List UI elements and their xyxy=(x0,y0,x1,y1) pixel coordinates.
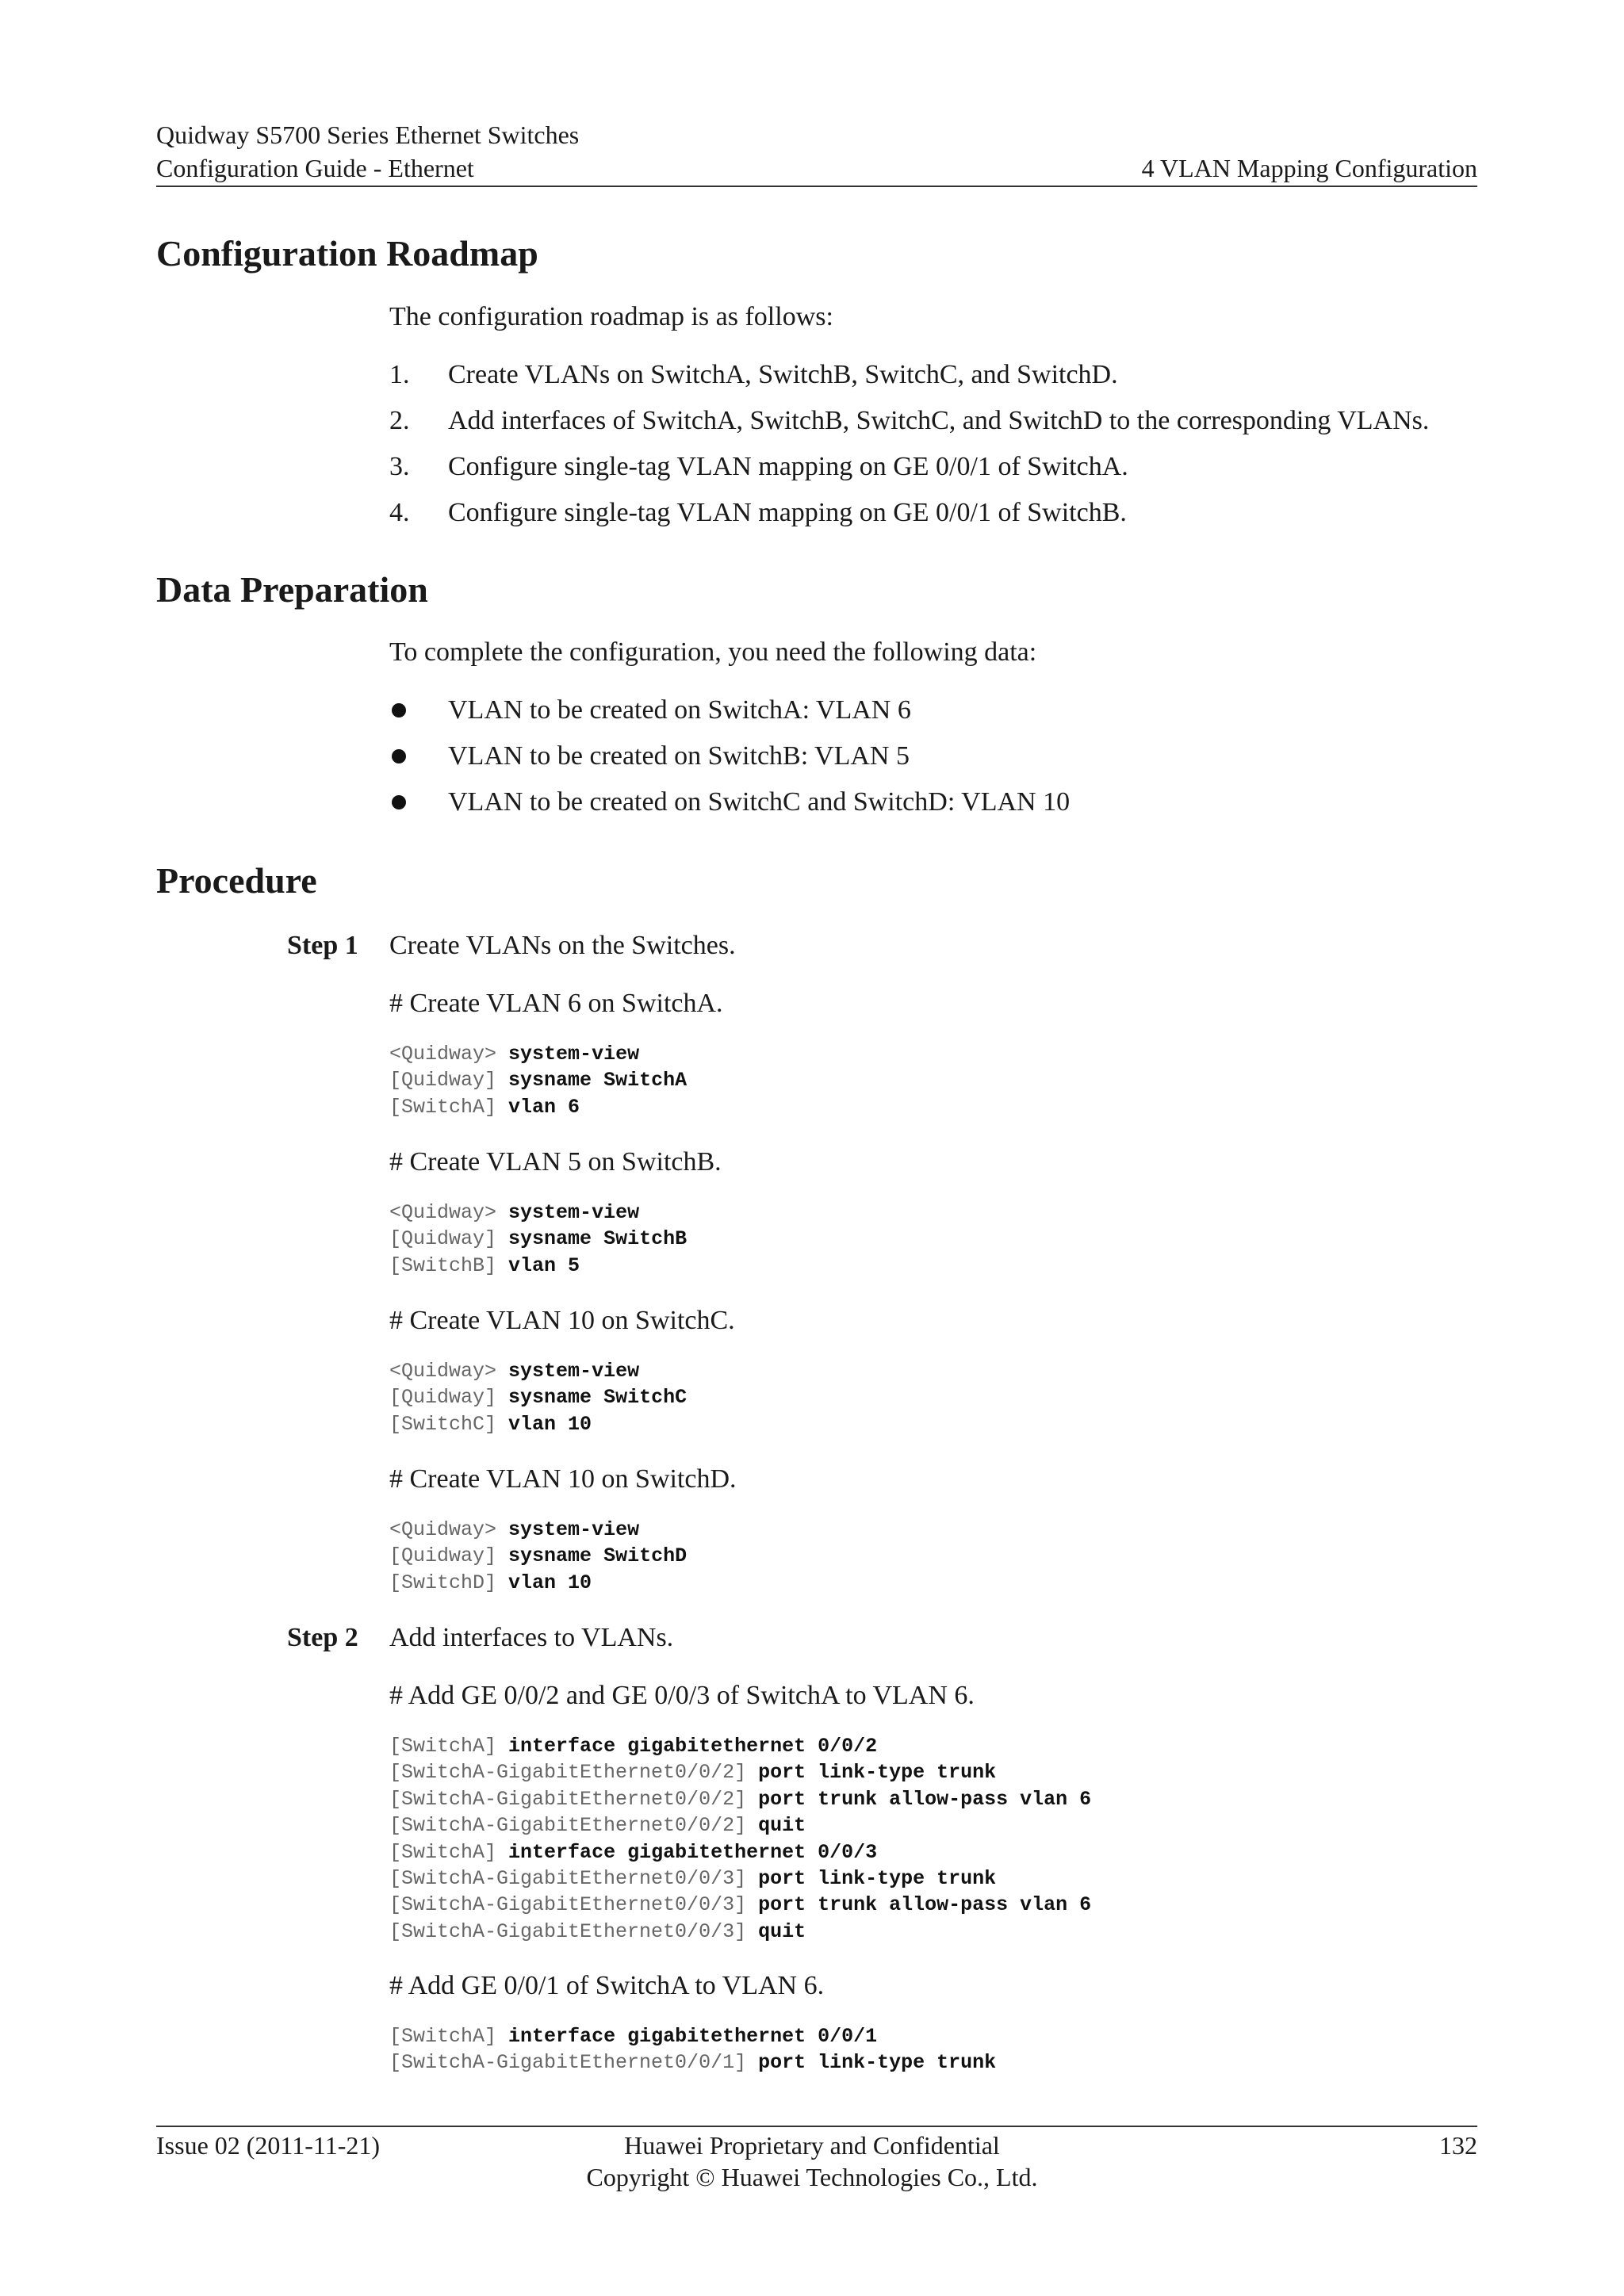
code-line xyxy=(389,1543,687,1569)
code-line xyxy=(389,1384,687,1410)
cli-command: sysname SwitchB xyxy=(508,1227,688,1251)
cli-command: quit xyxy=(758,1919,806,1943)
procedure-heading: Procedure xyxy=(156,860,317,901)
cli-prompt: [SwitchD] xyxy=(389,1571,497,1594)
cli-prompt: [SwitchA] xyxy=(389,2025,497,2048)
step-2-label: Step 2 xyxy=(287,1623,358,1652)
bullet-icon xyxy=(392,703,406,718)
code-line xyxy=(389,1892,1091,1918)
code-line xyxy=(389,1200,687,1226)
cli-prompt: [SwitchC] xyxy=(389,1412,497,1436)
data-item-text: VLAN to be created on SwitchB: VLAN 5 xyxy=(448,741,910,771)
cli-prompt: [SwitchA] xyxy=(389,1840,497,1864)
cli-command: system-view xyxy=(508,1360,640,1383)
code-line xyxy=(389,1041,687,1067)
cli-command: vlan 10 xyxy=(508,1571,592,1594)
data-preparation-intro: To complete the configuration, you need the following data: xyxy=(389,637,1037,667)
code-line xyxy=(389,1411,687,1437)
code-line xyxy=(389,1759,1091,1785)
step-2-comment-b: # Add GE 0/0/1 of SwitchA to VLAN 6. xyxy=(389,1971,825,2000)
header-product: Quidway S5700 Series Ethernet Switches xyxy=(156,121,580,149)
cli-prompt: <Quidway> xyxy=(389,1518,497,1541)
cli-command: interface gigabitethernet 0/0/3 xyxy=(508,1840,878,1864)
footer-divider xyxy=(156,2126,1477,2127)
cli-prompt: [SwitchA-GigabitEthernet0/0/2] xyxy=(389,1814,747,1838)
step-1-comment-b: # Create VLAN 5 on SwitchB. xyxy=(389,1147,722,1177)
cli-command: sysname SwitchA xyxy=(508,1069,688,1093)
code-line xyxy=(389,2023,996,2049)
step-1-comment-a: # Create VLAN 6 on SwitchA. xyxy=(389,989,723,1018)
cli-prompt: [SwitchA-GigabitEthernet0/0/2] xyxy=(389,1787,747,1811)
data-item-text: VLAN to be created on SwitchA: VLAN 6 xyxy=(448,695,911,725)
data-preparation-heading: Data Preparation xyxy=(156,569,428,610)
cli-prompt: <Quidway> xyxy=(389,1360,497,1383)
footer-confidential: Huawei Proprietary and Confidential xyxy=(624,2131,1000,2160)
cli-command: sysname SwitchC xyxy=(508,1386,688,1410)
cli-prompt: <Quidway> xyxy=(389,1043,497,1066)
header-row xyxy=(156,152,1477,184)
code-line xyxy=(389,1839,1091,1866)
roadmap-item-number: 4. xyxy=(389,498,410,527)
code-line xyxy=(389,1226,687,1252)
step-1-comment-d: # Create VLAN 10 on SwitchD. xyxy=(389,1464,737,1494)
code-line xyxy=(389,1866,1091,1892)
cli-prompt: [Quidway] xyxy=(389,1386,497,1410)
cli-prompt: [Quidway] xyxy=(389,1544,497,1568)
bullet-icon xyxy=(392,795,406,809)
cli-command: port trunk allow-pass vlan 6 xyxy=(758,1787,1092,1811)
roadmap-intro: The configuration roadmap is as follows: xyxy=(389,302,833,331)
cli-prompt: <Quidway> xyxy=(389,1201,497,1224)
cli-prompt: [Quidway] xyxy=(389,1227,497,1251)
cli-command: vlan 10 xyxy=(508,1412,592,1436)
code-line xyxy=(389,1067,687,1093)
cli-prompt: [SwitchA-GigabitEthernet0/0/1] xyxy=(389,2051,747,2075)
cli-prompt: [SwitchA-GigabitEthernet0/0/3] xyxy=(389,1866,747,1890)
bullet-icon xyxy=(392,749,406,763)
cli-prompt: [SwitchA-GigabitEthernet0/0/2] xyxy=(389,1761,747,1785)
cli-command: port trunk allow-pass vlan 6 xyxy=(758,1893,1092,1917)
step-2-comment-a: # Add GE 0/0/2 and GE 0/0/3 of SwitchA to VLAN 6. xyxy=(389,1681,975,1710)
cli-command: system-view xyxy=(508,1043,640,1066)
footer-copyright: Copyright © Huawei Technologies Co., Ltd. xyxy=(586,2163,1038,2191)
roadmap-item-number: 2. xyxy=(389,406,410,435)
step-1-comment-c: # Create VLAN 10 on SwitchC. xyxy=(389,1306,735,1335)
cli-command: sysname SwitchD xyxy=(508,1544,688,1568)
code-line xyxy=(389,1733,1091,1759)
cli-command: port link-type trunk xyxy=(758,2051,997,2075)
code-block xyxy=(389,1358,687,1437)
step-1-text: Create VLANs on the Switches. xyxy=(389,931,736,960)
code-line xyxy=(389,1094,687,1120)
header-divider xyxy=(156,186,1477,187)
cli-command: system-view xyxy=(508,1201,640,1224)
roadmap-item-number: 1. xyxy=(389,360,410,389)
step-1-label: Step 1 xyxy=(287,931,358,960)
header-guide: Configuration Guide - Ethernet xyxy=(156,154,474,182)
footer-page-number: 132 xyxy=(1439,2131,1477,2160)
roadmap-item-text: Configure single-tag VLAN mapping on GE 0/0/1 of SwitchB. xyxy=(448,498,1127,527)
roadmap-item-text: Configure single-tag VLAN mapping on GE 0/0/1 of SwitchA. xyxy=(448,452,1128,481)
cli-command: port link-type trunk xyxy=(758,1866,997,1890)
code-line xyxy=(389,1358,687,1384)
code-line xyxy=(389,1919,1091,1945)
roadmap-item-text: Add interfaces of SwitchA, SwitchB, SwitchC, and SwitchD to the corresponding VLANs. xyxy=(448,406,1430,435)
footer-center xyxy=(0,2130,1624,2193)
code-line xyxy=(389,2049,996,2076)
code-line xyxy=(389,1786,1091,1812)
cli-command: quit xyxy=(758,1814,806,1838)
cli-prompt: [SwitchA-GigabitEthernet0/0/3] xyxy=(389,1919,747,1943)
cli-prompt: [SwitchA] xyxy=(389,1735,497,1758)
cli-command: vlan 6 xyxy=(508,1095,580,1119)
code-line xyxy=(389,1517,687,1543)
code-line xyxy=(389,1570,687,1596)
cli-command: vlan 5 xyxy=(508,1253,580,1277)
cli-command: system-view xyxy=(508,1518,640,1541)
roadmap-item-text: Create VLANs on SwitchA, SwitchB, SwitchC, and SwitchD. xyxy=(448,360,1118,389)
cli-prompt: [Quidway] xyxy=(389,1069,497,1093)
cli-command: port link-type trunk xyxy=(758,1761,997,1785)
code-block xyxy=(389,1041,687,1120)
step-2-text: Add interfaces to VLANs. xyxy=(389,1623,674,1652)
code-block xyxy=(389,1200,687,1279)
roadmap-item-number: 3. xyxy=(389,452,410,481)
header-chapter: 4 VLAN Mapping Configuration xyxy=(1141,154,1477,182)
cli-prompt: [SwitchA] xyxy=(389,1095,497,1119)
code-block xyxy=(389,1733,1091,1945)
code-line xyxy=(389,1253,687,1279)
cli-command: interface gigabitethernet 0/0/2 xyxy=(508,1735,878,1758)
cli-prompt: [SwitchA-GigabitEthernet0/0/3] xyxy=(389,1893,747,1917)
code-block xyxy=(389,1517,687,1596)
data-item-text: VLAN to be created on SwitchC and SwitchD: VLAN 10 xyxy=(448,787,1071,817)
code-block xyxy=(389,2023,996,2076)
footer-issue: Issue 02 (2011-11-21) xyxy=(156,2131,381,2160)
roadmap-heading: Configuration Roadmap xyxy=(156,233,538,274)
cli-prompt: [SwitchB] xyxy=(389,1253,497,1277)
cli-command: interface gigabitethernet 0/0/1 xyxy=(508,2025,878,2048)
code-line xyxy=(389,1812,1091,1839)
